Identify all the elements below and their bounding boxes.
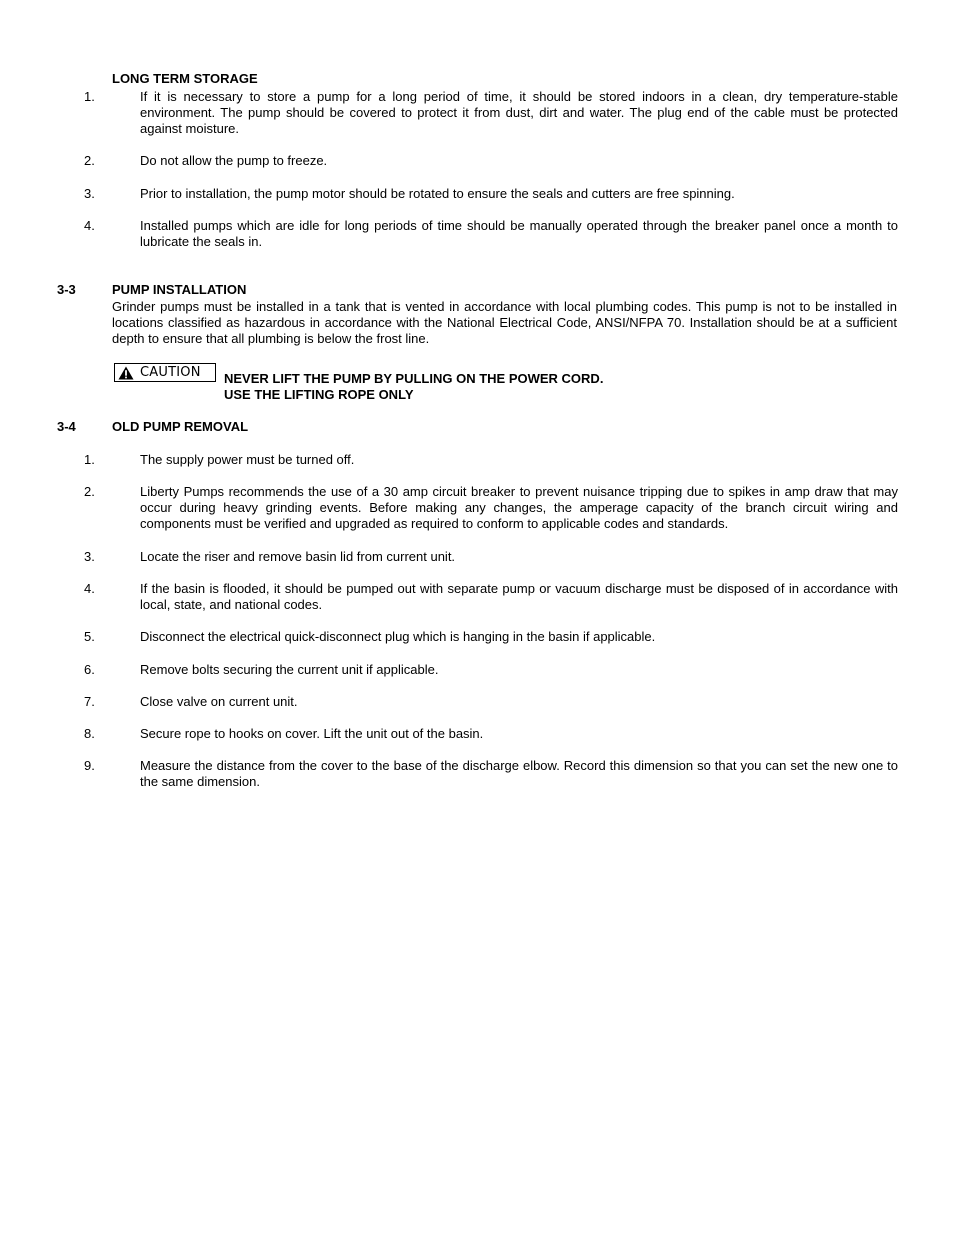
- storage-item-4-text: Installed pumps which are idle for long periods of time should be manually operated through the breaker panel once a month to lubricate the seals in.: [140, 218, 898, 249]
- storage-item-1-text: If it is necessary to store a pump for a long period of time, it should be stored indoors in a clean, dry temperature-stable environment. The pump should be covered to protect it from dust, dirt and water. The plug end of the cable must be protected against moisture.: [140, 89, 898, 136]
- caution-badge: [114, 363, 216, 382]
- pump-installation-number: 3-3: [57, 282, 76, 297]
- removal-item-3-text: Locate the riser and remove basin lid from current unit.: [140, 549, 456, 564]
- removal-item-1-text: The supply power must be turned off.: [140, 452, 355, 467]
- storage-item-3-text: Prior to installation, the pump motor should be rotated to ensure the seals and cutters are free spinning.: [140, 186, 735, 201]
- warning-triangle-icon: [118, 366, 134, 380]
- old-pump-removal-heading: OLD PUMP REMOVAL: [112, 419, 249, 434]
- pump-installation-paragraph: Grinder pumps must be installed in a tank that is vented in accordance with local plumbing codes. This pump is not to be installed in locations classified as hazardous in accordance with the National Electrical Code, ANSI/NFPA 70. Installation should be at a sufficient depth to ensure that all plumbing is below the frost line.: [112, 299, 897, 346]
- storage-item-1-number: 1.: [84, 89, 95, 104]
- storage-item-3-number: 3.: [84, 186, 95, 201]
- removal-item-9-text: Measure the distance from the cover to the base of the discharge elbow. Record this dimension so that you can set the new one to the same dimension.: [140, 758, 898, 789]
- removal-item-2-number: 2.: [84, 484, 95, 499]
- removal-item-8-number: 8.: [84, 726, 95, 741]
- long-term-storage-heading: LONG TERM STORAGE: [112, 71, 258, 86]
- removal-item-9-number: 9.: [84, 758, 95, 773]
- removal-item-2-text: Liberty Pumps recommends the use of a 30 amp circuit breaker to prevent nuisance tripping due to spikes in amp draw that may occur during heavy grinding events. Before making any changes, the amperage capacity of the branch circuit wiring and components must be verified and upgraded as required to conform to applicable codes and standards.: [140, 484, 898, 531]
- removal-item-7-text: Close valve on current unit.: [140, 694, 298, 709]
- removal-item-4-number: 4.: [84, 581, 95, 596]
- warning-line-1: NEVER LIFT THE PUMP BY PULLING ON THE POWER CORD.: [224, 371, 604, 386]
- old-pump-removal-number: 3-4: [57, 419, 76, 434]
- storage-item-4-number: 4.: [84, 218, 95, 233]
- warning-line-2: USE THE LIFTING ROPE ONLY: [224, 387, 414, 402]
- removal-item-5-number: 5.: [84, 629, 95, 644]
- storage-item-2-number: 2.: [84, 153, 95, 168]
- removal-item-7-number: 7.: [84, 694, 95, 709]
- removal-item-8-text: Secure rope to hooks on cover. Lift the unit out of the basin.: [140, 726, 484, 741]
- pump-installation-heading: PUMP INSTALLATION: [112, 282, 247, 297]
- removal-item-3-number: 3.: [84, 549, 95, 564]
- storage-item-2-text: Do not allow the pump to freeze.: [140, 153, 328, 168]
- removal-item-5-text: Disconnect the electrical quick-disconnect plug which is hanging in the basin if applicable.: [140, 629, 656, 644]
- caution-label: CAUTION: [140, 365, 201, 380]
- removal-item-1-number: 1.: [84, 452, 95, 467]
- removal-item-4-text: If the basin is flooded, it should be pumped out with separate pump or vacuum discharge must be disposed of in accordance with local, state, and national codes.: [140, 581, 898, 612]
- removal-item-6-number: 6.: [84, 662, 95, 677]
- removal-item-6-text: Remove bolts securing the current unit if applicable.: [140, 662, 439, 677]
